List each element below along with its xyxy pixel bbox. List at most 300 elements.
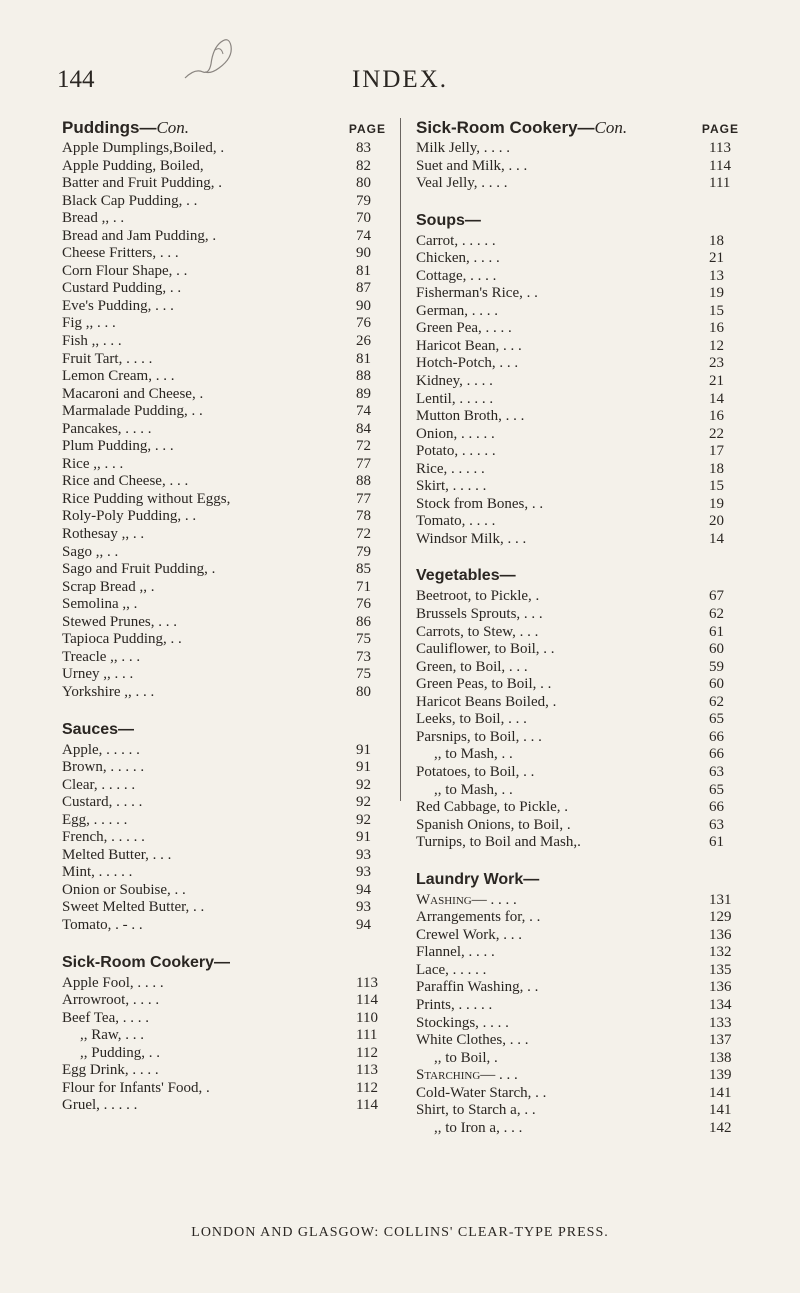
left-column-header	[62, 118, 386, 140]
entry-name: Cauliflower, to Boil, . .	[416, 641, 555, 658]
entry-page: 62	[709, 693, 724, 710]
index-entry	[416, 1050, 739, 1068]
entry-page: 135	[709, 961, 732, 978]
index-entry	[62, 193, 386, 211]
entry-name: Turnips, to Boil and Mash,.	[416, 834, 581, 851]
entry-name: Sago and Fruit Pudding, .	[62, 561, 216, 578]
entry-name: Treacle ,, . . .	[62, 648, 141, 665]
index-entry	[62, 975, 386, 993]
index-entry	[62, 368, 386, 386]
index-entry	[416, 1067, 739, 1085]
entry-page: 86	[356, 613, 371, 630]
entry-page: 91	[356, 829, 371, 846]
index-entry	[416, 624, 739, 642]
entry-page: 111	[709, 175, 731, 192]
entry-page: 94	[356, 916, 371, 933]
entry-name: Skirt, . . . . .	[416, 478, 487, 495]
entry-name: ,, to Mash, . .	[434, 746, 513, 763]
entry-name: Sweet Melted Butter, . .	[62, 899, 205, 916]
entry-page: 21	[709, 373, 724, 390]
entry-name: Clear, . . . . .	[62, 776, 136, 793]
entry-page: 136	[709, 926, 732, 943]
entry-page: 65	[709, 711, 724, 728]
entry-name: Apple Pudding, Boiled,	[62, 157, 204, 174]
entry-page: 113	[356, 1062, 378, 1079]
entry-page: 75	[356, 666, 371, 683]
entry-page: 62	[709, 606, 724, 623]
entry-page: 92	[356, 776, 371, 793]
entry-page: 82	[356, 157, 371, 174]
sickroom-continued-heading: Sick-Room Cookery—Con.	[416, 118, 628, 137]
index-entry	[416, 746, 739, 764]
index-entry	[62, 899, 386, 917]
entry-name: Rice and Cheese, . . .	[62, 473, 189, 490]
entry-page: 87	[356, 280, 371, 297]
entry-page: 112	[356, 1044, 378, 1061]
entry-name: Spanish Onions, to Boil, .	[416, 816, 571, 833]
index-entry	[416, 531, 739, 549]
entry-page: 141	[709, 1084, 732, 1101]
entry-name: Prints, . . . . .	[416, 996, 493, 1013]
entry-page: 91	[356, 759, 371, 776]
entry-name: Starching— . . .	[416, 1067, 518, 1084]
entry-page: 131	[709, 891, 732, 908]
index-entry	[416, 1015, 739, 1033]
entry-name: Lentil, . . . . .	[416, 390, 494, 407]
entry-page: 22	[709, 425, 724, 442]
index-entry	[416, 834, 739, 852]
entry-name: Red Cabbage, to Pickle, .	[416, 799, 569, 816]
entry-name: Mutton Broth, . . .	[416, 408, 525, 425]
index-entry	[62, 544, 386, 562]
entry-name: Milk Jelly, . . . .	[416, 140, 511, 156]
index-entry	[62, 280, 386, 298]
index-entry	[62, 228, 386, 246]
entry-name: Beef Tea, . . . .	[62, 1009, 149, 1026]
entry-name: Suet and Milk, . . .	[416, 157, 528, 174]
entry-name: Arrowroot, . . . .	[62, 992, 160, 1009]
entry-page: 65	[709, 781, 724, 798]
entry-name: Custard, . . . .	[62, 794, 143, 811]
entry-name: Roly-Poly Pudding, . .	[62, 508, 197, 525]
entry-page: 21	[709, 250, 724, 267]
entry-name: Bread ,, . .	[62, 210, 125, 227]
index-entry	[416, 268, 739, 286]
entry-name: Black Cap Pudding, . .	[62, 192, 198, 209]
entry-name: Yorkshire ,, . . .	[62, 683, 155, 700]
entry-name: ,, to Boil, .	[434, 1049, 498, 1066]
entry-name: German, . . . .	[416, 302, 499, 319]
index-entry	[62, 1097, 386, 1115]
entry-page: 15	[709, 302, 724, 319]
entry-page: 74	[356, 403, 371, 420]
index-entry	[62, 175, 386, 193]
entry-name: Chicken, . . . .	[416, 250, 500, 267]
page-column-label: PAGE	[348, 122, 386, 136]
index-entry	[62, 684, 386, 702]
index-entry	[416, 606, 739, 624]
index-entry	[62, 158, 386, 176]
entry-name: Haricot Beans Boiled, .	[416, 693, 557, 710]
index-entry	[62, 456, 386, 474]
entry-name: Tomato, . - . .	[62, 916, 143, 933]
index-entry	[62, 1080, 386, 1098]
entry-name: Stock from Bones, . .	[416, 495, 544, 512]
index-entry	[62, 847, 386, 865]
index-entry	[62, 263, 386, 281]
entry-name: Flannel, . . . .	[416, 944, 495, 961]
left-column	[62, 118, 386, 1115]
index-entry	[62, 1062, 386, 1080]
index-entry	[62, 1045, 386, 1063]
index-entry	[416, 285, 739, 303]
index-entry	[416, 426, 739, 444]
entry-page: 66	[709, 746, 724, 763]
index-entry	[416, 676, 739, 694]
entry-name: Rothesay ,, . .	[62, 526, 145, 543]
index-entry	[62, 742, 386, 760]
entry-page: 110	[356, 1009, 378, 1026]
index-entry	[416, 944, 739, 962]
entry-name: White Clothes, . . .	[416, 1032, 529, 1049]
entry-page: 12	[709, 337, 724, 354]
entry-name: Custard Pudding, . .	[62, 280, 182, 297]
entry-page: 93	[356, 899, 371, 916]
entry-name: ,, Raw, . . .	[80, 1027, 145, 1044]
entry-page: 84	[356, 420, 371, 437]
index-entry	[416, 443, 739, 461]
entry-page: 70	[356, 210, 371, 227]
index-entry	[416, 391, 739, 409]
entry-page: 59	[709, 658, 724, 675]
index-entry	[416, 478, 739, 496]
entry-name: Macaroni and Cheese, .	[62, 385, 204, 402]
entry-page: 134	[709, 996, 732, 1013]
entry-name: Flour for Infants' Food, .	[62, 1079, 210, 1096]
entry-page: 61	[709, 834, 724, 851]
entry-page: 80	[356, 175, 371, 192]
entry-page: 112	[356, 1079, 378, 1096]
index-entry	[62, 1010, 386, 1028]
entry-page: 81	[356, 350, 371, 367]
entry-page: 133	[709, 1014, 732, 1031]
entry-page: 139	[709, 1067, 732, 1084]
entry-page: 93	[356, 846, 371, 863]
entry-page: 138	[709, 1049, 732, 1066]
entry-name: Carrots, to Stew, . . .	[416, 623, 539, 640]
entry-name: Rice ,, . . .	[62, 455, 124, 472]
index-entry	[62, 140, 386, 158]
entry-page: 91	[356, 741, 371, 758]
page-number: 144	[57, 66, 95, 93]
index-entry	[62, 351, 386, 369]
index-entry	[416, 373, 739, 391]
entry-page: 142	[709, 1119, 732, 1136]
entry-name: Stockings, . . . .	[416, 1014, 509, 1031]
index-entry	[62, 491, 386, 509]
entry-name: Semolina ,, .	[62, 596, 138, 613]
entry-page: 141	[709, 1102, 732, 1119]
entry-name: Tapioca Pudding, . .	[62, 631, 182, 648]
entry-name: Bread and Jam Pudding, .	[62, 227, 217, 244]
entry-page: 19	[709, 495, 724, 512]
index-entry	[62, 596, 386, 614]
laundry-list	[416, 892, 739, 1138]
running-head: INDEX.	[351, 66, 448, 93]
index-entry	[416, 927, 739, 945]
entry-page: 79	[356, 543, 371, 560]
entry-name: Fish ,, . . .	[62, 333, 122, 350]
entry-name: Apple, . . . . .	[62, 741, 140, 758]
entry-page: 92	[356, 794, 371, 811]
entry-name: Apple Dumplings,Boiled, .	[62, 140, 225, 156]
entry-name: Crewel Work, . . .	[416, 926, 522, 943]
index-entry	[416, 338, 739, 356]
entry-page: 72	[356, 526, 371, 543]
entry-name: Arrangements for, . .	[416, 909, 541, 926]
index-entry	[62, 386, 386, 404]
index-entry	[62, 794, 386, 812]
entry-page: 23	[709, 355, 724, 372]
entry-page: 60	[709, 641, 724, 658]
entry-page: 79	[356, 192, 371, 209]
entry-name: Plum Pudding, . . .	[62, 438, 174, 455]
entry-name: Lemon Cream, . . .	[62, 368, 175, 385]
index-entry	[62, 526, 386, 544]
entry-name: Egg Drink, . . . .	[62, 1062, 159, 1079]
entry-name: Brown, . . . . .	[62, 759, 145, 776]
index-entry	[62, 421, 386, 439]
index-entry	[416, 782, 739, 800]
index-entry	[416, 158, 739, 176]
index-entry	[416, 1120, 739, 1138]
entry-name: Parsnips, to Boil, . . .	[416, 728, 542, 745]
index-entry	[62, 473, 386, 491]
index-entry	[416, 817, 739, 835]
entry-name: Sago ,, . .	[62, 543, 119, 560]
entry-name: Kidney, . . . .	[416, 373, 493, 390]
index-entry	[62, 579, 386, 597]
index-entry	[416, 979, 739, 997]
entry-page: 15	[709, 478, 724, 495]
index-entry	[416, 175, 739, 193]
entry-page: 76	[356, 315, 371, 332]
index-entry	[62, 829, 386, 847]
entry-page: 76	[356, 596, 371, 613]
index-entry	[62, 777, 386, 795]
entry-page: 137	[709, 1032, 732, 1049]
entry-page: 114	[356, 1097, 378, 1114]
entry-name: Lace, . . . . .	[416, 961, 487, 978]
vegetables-heading: Vegetables—	[416, 567, 516, 585]
entry-page: 73	[356, 648, 371, 665]
entry-page: 113	[356, 974, 378, 991]
entry-page: 63	[709, 763, 724, 780]
entry-page: 26	[356, 333, 371, 350]
index-entry	[416, 694, 739, 712]
entry-page: 89	[356, 385, 371, 402]
index-entry	[416, 588, 739, 606]
entry-page: 67	[709, 588, 724, 605]
index-entry	[62, 614, 386, 632]
entry-page: 136	[709, 979, 732, 996]
entry-name: Hotch-Potch, . . .	[416, 355, 519, 372]
entry-name: Potatoes, to Boil, . .	[416, 763, 535, 780]
entry-name: ,, Pudding, . .	[80, 1044, 161, 1061]
entry-page: 16	[709, 408, 724, 425]
entry-name: French, . . . . .	[62, 829, 145, 846]
index-entry	[416, 355, 739, 373]
entry-name: Fisherman's Rice, . .	[416, 285, 538, 302]
entry-page: 132	[709, 944, 732, 961]
index-entry	[62, 812, 386, 830]
index-entry	[62, 759, 386, 777]
entry-name: Beetroot, to Pickle, .	[416, 588, 540, 605]
entry-page: 93	[356, 864, 371, 881]
entry-name: Veal Jelly, . . . .	[416, 175, 508, 192]
entry-name: Scrap Bread ,, .	[62, 578, 155, 595]
entry-page: 90	[356, 245, 371, 262]
entry-page: 77	[356, 490, 371, 507]
entry-page: 18	[709, 232, 724, 249]
entry-page: 72	[356, 438, 371, 455]
entry-name: ,, to Iron a, . . .	[434, 1119, 523, 1136]
index-entry	[416, 909, 739, 927]
entry-page: 111	[356, 1027, 378, 1044]
entry-page: 63	[709, 816, 724, 833]
index-entry	[416, 513, 739, 531]
index-entry	[416, 408, 739, 426]
laundry-heading: Laundry Work—	[416, 870, 540, 888]
index-entry	[62, 245, 386, 263]
entry-page: 77	[356, 455, 371, 472]
entry-name: Brussels Sprouts, . . .	[416, 606, 543, 623]
entry-page: 18	[709, 460, 724, 477]
index-entry	[416, 250, 739, 268]
index-entry	[416, 641, 739, 659]
entry-name: ,, to Mash, . .	[434, 781, 513, 798]
sickroom-heading: Sick-Room Cookery—	[62, 953, 231, 971]
sickroom-list	[62, 975, 386, 1115]
index-entry	[62, 403, 386, 421]
entry-name: Potato, . . . . .	[416, 443, 496, 460]
sauces-list	[62, 742, 386, 935]
entry-page: 88	[356, 368, 371, 385]
entry-name: Cottage, . . . .	[416, 267, 497, 284]
index-entry	[416, 1032, 739, 1050]
entry-name: Urney ,, . . .	[62, 666, 134, 683]
index-entry	[62, 882, 386, 900]
entry-name: Washing— . . . .	[416, 891, 517, 908]
pencil-sketch-icon	[175, 28, 245, 88]
index-entry	[416, 303, 739, 321]
entry-name: Melted Butter, . . .	[62, 846, 172, 863]
index-entry	[416, 659, 739, 677]
entry-page: 75	[356, 631, 371, 648]
entry-page: 16	[709, 320, 724, 337]
index-entry	[416, 496, 739, 514]
entry-page: 83	[356, 140, 371, 156]
entry-name: Rice, . . . . .	[416, 460, 485, 477]
entry-page: 66	[709, 728, 724, 745]
soups-list	[416, 233, 739, 549]
index-entry	[62, 333, 386, 351]
index-entry	[62, 438, 386, 456]
sickroom-continued-list	[416, 140, 739, 193]
entry-page: 81	[356, 262, 371, 279]
entry-page: 13	[709, 267, 724, 284]
index-entry	[416, 140, 739, 158]
entry-page: 17	[709, 443, 724, 460]
entry-name: Marmalade Pudding, . .	[62, 403, 203, 420]
index-entry	[416, 892, 739, 910]
index-entry	[416, 729, 739, 747]
entry-page: 80	[356, 683, 371, 700]
index-entry	[62, 917, 386, 935]
index-entry	[62, 1027, 386, 1045]
index-entry	[62, 992, 386, 1010]
entry-page: 74	[356, 227, 371, 244]
entry-page: 88	[356, 473, 371, 490]
index-entry	[62, 508, 386, 526]
sauces-heading: Sauces—	[62, 720, 135, 738]
vegetables-list	[416, 588, 739, 851]
entry-page: 71	[356, 578, 371, 595]
publisher-imprint: LONDON AND GLASGOW: COLLINS' CLEAR-TYPE PRESS.	[191, 1225, 609, 1240]
entry-name: Green Peas, to Boil, . .	[416, 676, 552, 693]
entry-page: 114	[356, 992, 378, 1009]
entry-name: Cold-Water Starch, . .	[416, 1084, 547, 1101]
column-divider	[400, 118, 401, 801]
index-entry	[416, 1085, 739, 1103]
index-entry	[416, 233, 739, 251]
entry-page: 14	[709, 530, 724, 547]
right-column	[416, 118, 739, 1137]
index-entry	[416, 764, 739, 782]
index-entry	[62, 298, 386, 316]
entry-page: 60	[709, 676, 724, 693]
index-entry	[62, 210, 386, 228]
entry-page: 92	[356, 811, 371, 828]
entry-page: 94	[356, 881, 371, 898]
entry-name: Onion or Soubise, . .	[62, 881, 186, 898]
entry-page: 90	[356, 297, 371, 314]
entry-name: Cheese Fritters, . . .	[62, 245, 179, 262]
entry-page: 61	[709, 623, 724, 640]
entry-name: Corn Flour Shape, . .	[62, 262, 188, 279]
entry-name: Stewed Prunes, . . .	[62, 613, 177, 630]
page-column-label: PAGE	[701, 122, 739, 136]
index-entry	[62, 315, 386, 333]
entry-name: Pancakes, . . . .	[62, 420, 152, 437]
entry-name: Gruel, . . . . .	[62, 1097, 138, 1114]
index-entry	[416, 1102, 739, 1120]
entry-name: Fruit Tart, . . . .	[62, 350, 153, 367]
entry-name: Rice Pudding without Eggs,	[62, 490, 231, 507]
entry-name: Green, to Boil, . . .	[416, 658, 528, 675]
entry-name: Mint, . . . . .	[62, 864, 133, 881]
entry-page: 78	[356, 508, 371, 525]
entry-page: 20	[709, 513, 724, 530]
index-entry	[416, 711, 739, 729]
entry-page: 66	[709, 799, 724, 816]
entry-page: 19	[709, 285, 724, 302]
index-entry	[62, 649, 386, 667]
index-entry	[62, 666, 386, 684]
index-entry	[62, 864, 386, 882]
index-entry	[416, 799, 739, 817]
entry-name: Green Pea, . . . .	[416, 320, 512, 337]
